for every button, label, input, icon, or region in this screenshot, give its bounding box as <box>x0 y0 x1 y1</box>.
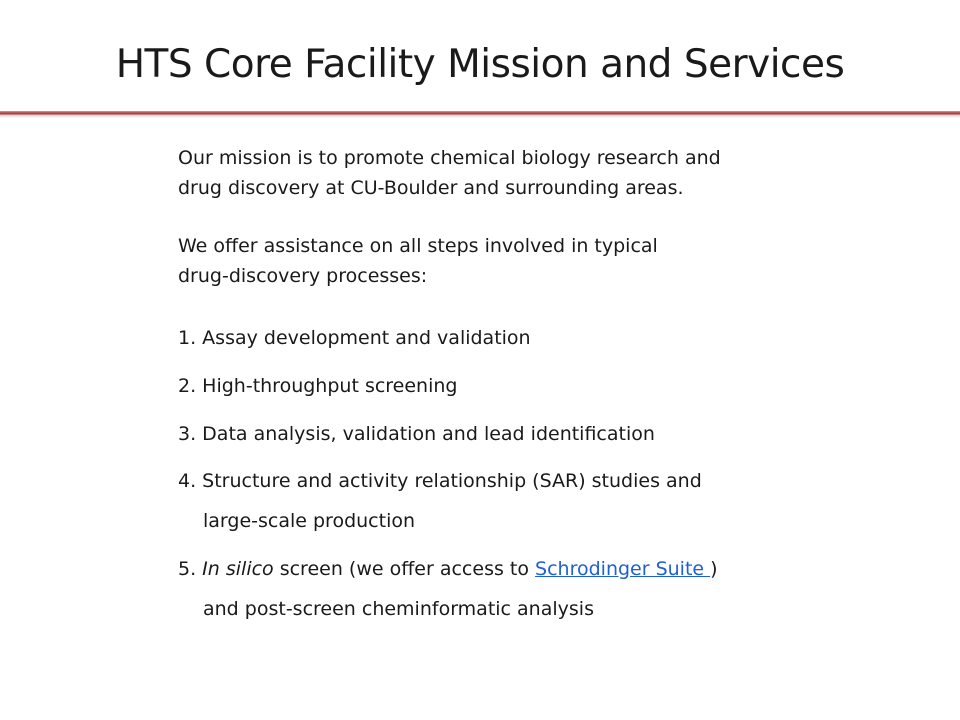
list-item-sar-studies: 4. Structure and activity relationship (SAR) studies and <box>178 470 702 492</box>
offer-line-2: drug-discovery processes: <box>178 265 428 287</box>
list-item-data-analysis: 3. Data analysis, validation and lead identification <box>178 423 655 445</box>
list-item-hts: 2. High-throughput screening <box>178 375 458 397</box>
list-item-sar-continuation: large-scale production <box>203 510 416 532</box>
mission-line-2: drug discovery at CU-Boulder and surrounding areas. <box>178 177 684 199</box>
list-item-in-silico <box>178 558 718 580</box>
item5-italic: In silico <box>202 558 274 580</box>
slide-title: HTS Core Facility Mission and Services <box>115 42 845 87</box>
item5-middle: screen (we offer access to <box>273 558 536 580</box>
mission-line-1: Our mission is to promote chemical biology research and <box>178 147 721 169</box>
offer-line-1: We offer assistance on all steps involved in typical <box>178 235 658 257</box>
schrodinger-suite-link[interactable]: Schrodinger Suite <box>535 558 711 580</box>
offer-paragraph <box>178 231 658 291</box>
title-divider-shadow <box>0 115 960 118</box>
list-item-in-silico-continuation: and post-screen cheminformatic analysis <box>203 598 594 620</box>
item5-prefix: 5. <box>178 558 203 580</box>
item5-suffix: ) <box>710 558 718 580</box>
mission-paragraph <box>178 143 721 203</box>
list-item-assay-development: 1. Assay development and validation <box>178 327 531 349</box>
